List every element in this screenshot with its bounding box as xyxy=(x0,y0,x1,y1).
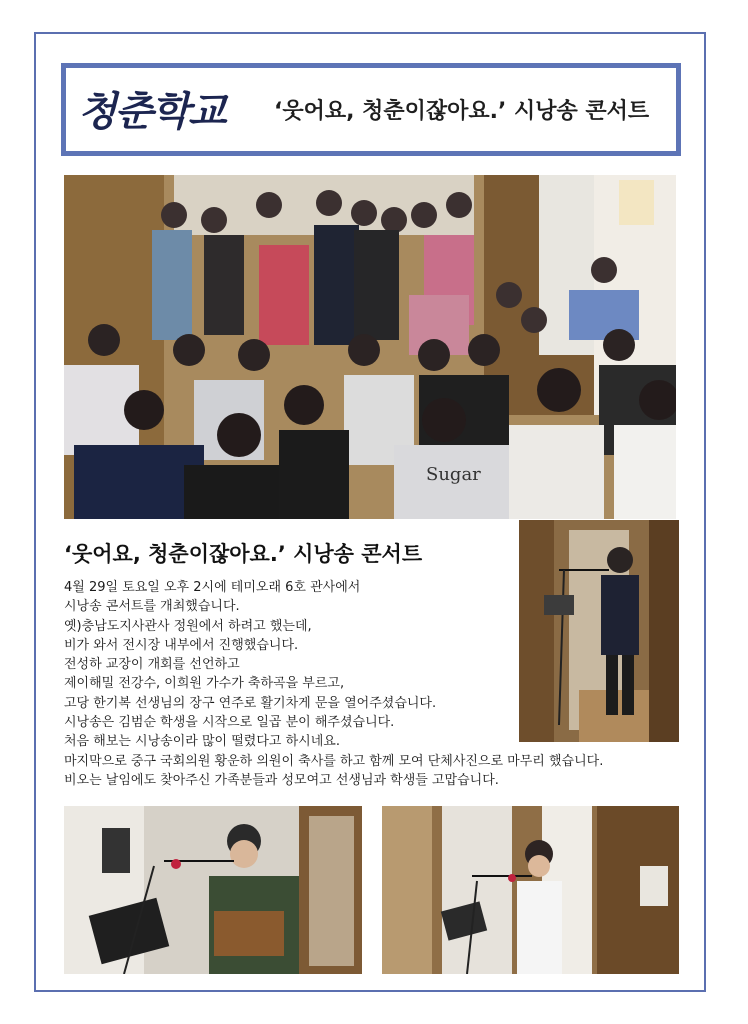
article-title: ‘웃어요, 청춘이잖아요.’ 시낭송 콘서트 xyxy=(64,542,423,566)
article-line: 처음 해보는 시낭송이라 많이 떨렸다고 하시네요. xyxy=(64,734,340,750)
article-line: 전성하 교장이 개회를 선언하고 xyxy=(64,657,240,673)
article-line: 시낭송은 김범순 학생을 시작으로 일곱 분이 해주셨습니다. xyxy=(64,715,395,731)
article-line: 4월 29일 토요일 오후 2시에 테미오래 6호 관사에서 xyxy=(64,580,361,595)
article-line: 비오는 날임에도 찾아주신 가족분들과 성모여고 선생님과 학생들 고맙습니다. xyxy=(64,772,499,788)
singer-photo xyxy=(382,806,679,974)
group-photo xyxy=(64,175,676,519)
header-title: ‘웃어요, 청춘이잖아요.’ 시낭송 콘서트 xyxy=(274,99,650,124)
article-line: 고당 한기복 선생님의 장구 연주로 활기차게 문을 열어주셨습니다. xyxy=(64,695,437,711)
logo: 청춘학교 xyxy=(78,88,225,135)
article-line: 마지막으로 중구 국회의원 황운하 의원이 축사를 하고 함께 모여 단체사진으로 마무리 했습니다. xyxy=(64,753,604,769)
article-body xyxy=(64,578,634,790)
guitar-photo xyxy=(64,806,362,974)
article-line: 비가 와서 전시장 내부에서 진행했습니다. xyxy=(64,637,299,653)
article-line: 옛)충남도지사관사 정원에서 하려고 했는데, xyxy=(64,618,312,634)
header-banner xyxy=(61,63,681,156)
shirt-text: Sugar xyxy=(426,464,481,485)
article-line: 시낭송 콘서트를 개최했습니다. xyxy=(64,599,240,615)
article-line: 제이해밀 전강수, 이희원 가수가 축하곡을 부르고, xyxy=(64,676,345,692)
